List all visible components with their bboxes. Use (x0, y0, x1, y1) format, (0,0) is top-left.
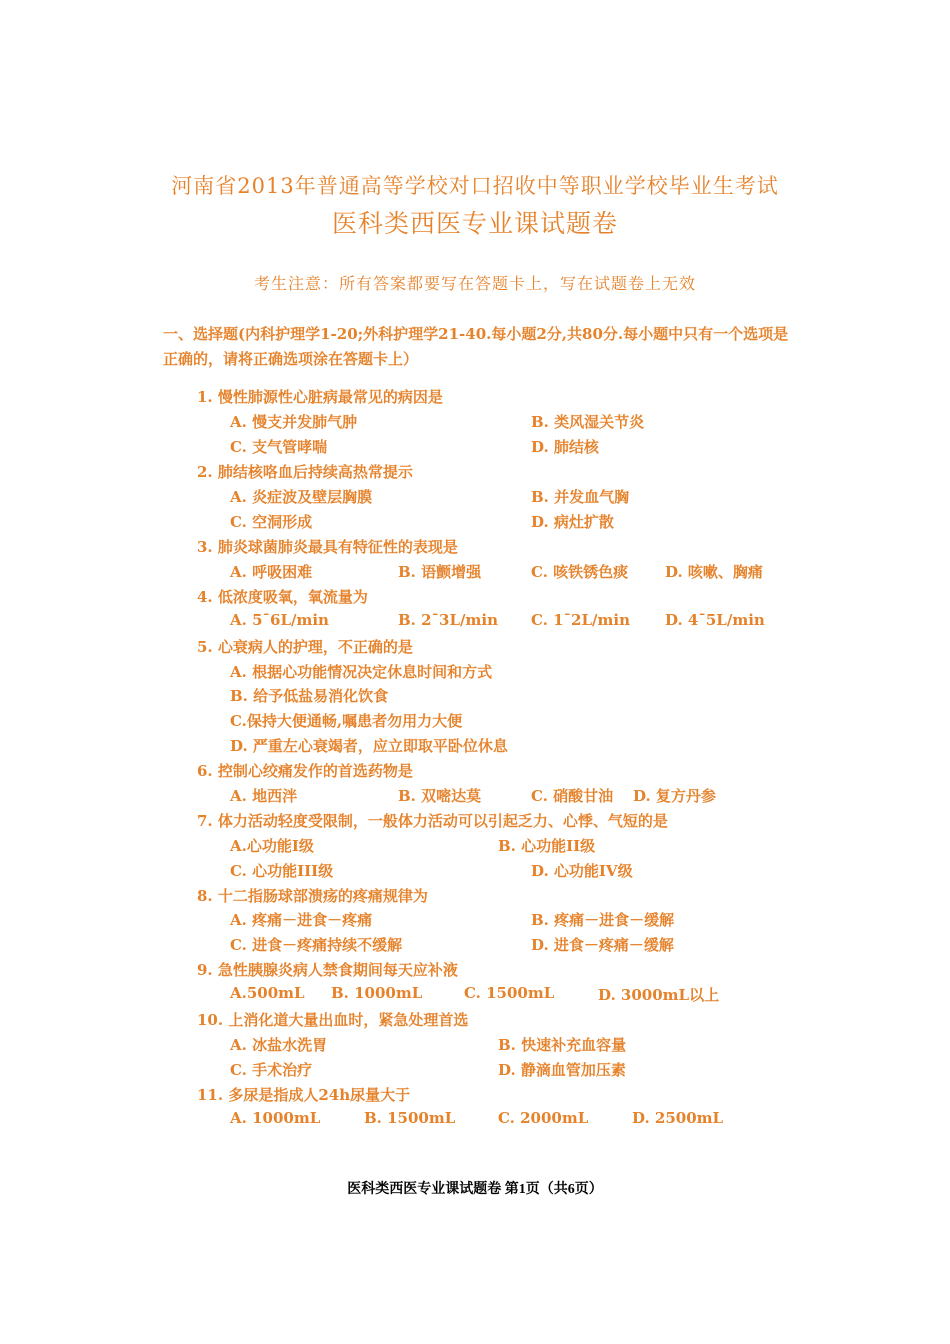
option: A. 呼吸困难 (230, 563, 313, 581)
option: A.500mL (230, 984, 305, 1002)
option: B. 1000mL (331, 984, 423, 1002)
question-stem: 8. 十二指肠球部溃疡的疼痛规律为 (197, 887, 428, 905)
question-stem: 10. 上消化道大量出血时，紧急处理首选 (197, 1011, 469, 1029)
option: D. 进食－疼痛－缓解 (531, 936, 674, 954)
option: D. 肺结核 (531, 438, 599, 456)
option: C. 1¯2L/min (531, 611, 630, 629)
question-stem: 2. 肺结核咯血后持续高热常提示 (197, 463, 413, 481)
option: C. 空洞形成 (230, 513, 313, 531)
exam-title-line1: 河南省2013年普通高等学校对口招收中等职业学校毕业生考试 (171, 174, 779, 198)
option: B. 并发血气胸 (531, 488, 630, 506)
question-stem: 9. 急性胰腺炎病人禁食期间每天应补液 (197, 961, 458, 979)
option: B. 类风湿关节炎 (531, 413, 645, 431)
option: D. 3000mL以上 (598, 986, 720, 1004)
question-stem: 11. 多尿是指成人24h尿量大于 (197, 1086, 411, 1104)
option: C. 2000mL (498, 1109, 589, 1127)
question-stem: 1. 慢性肺源性心脏病最常见的病因是 (197, 388, 443, 406)
option: D. 心功能IV级 (531, 862, 633, 880)
option: C. 咳铁锈色痰 (531, 563, 629, 581)
option: C. 硝酸甘油 (531, 787, 614, 805)
exam-title-line2: 医科类西医专业课试题卷 (331, 209, 618, 238)
page-footer: 医科类西医专业课试题卷 第1页（共6页） (347, 1182, 603, 1197)
option: B. 2¯3L/min (398, 611, 498, 629)
option: D. 严重左心衰竭者，应立即取平卧位休息 (230, 737, 508, 755)
exam-notice: 考生注意：所有答案都要写在答题卡上，写在试题卷上无效 (253, 274, 696, 293)
question-stem: 3. 肺炎球菌肺炎最具有特征性的表现是 (197, 538, 458, 556)
option: B. 语颤增强 (398, 563, 482, 581)
option: A. 5¯6L/min (230, 611, 329, 629)
option: C. 进食－疼痛持续不缓解 (230, 936, 403, 954)
option: C. 1500mL (464, 984, 555, 1002)
option: A. 地西泮 (230, 787, 298, 805)
option: B. 疼痛－进食－缓解 (531, 911, 675, 929)
option: A. 炎症波及壁层胸膜 (230, 488, 373, 506)
option: A. 根据心功能情况决定休息时间和方式 (230, 663, 493, 681)
section-heading: 一、选择题(内科护理学1-20;外科护理学21-40.每小题2分,共80分.每小题中只有一个选项是正确的，请将正确选项涂在答题卡上） (163, 325, 789, 368)
option: D. 咳嗽、胸痛 (665, 563, 763, 581)
option: A.心功能I级 (230, 837, 314, 855)
question-stem: 6. 控制心绞痛发作的首选药物是 (197, 762, 413, 780)
option: C. 支气管哮喘 (230, 438, 328, 456)
option: C. 手术治疗 (230, 1061, 313, 1079)
option: D. 静滴血管加压素 (498, 1061, 626, 1079)
question-stem: 4. 低浓度吸氧，氧流量为 (197, 588, 368, 606)
option: C. 心功能III级 (230, 862, 334, 880)
option: B. 心功能II级 (498, 837, 596, 855)
option: A. 慢支并发肺气肿 (230, 413, 358, 431)
question-stem: 5. 心衰病人的护理，不正确的是 (197, 638, 413, 656)
option: B. 给予低盐易消化饮食 (230, 687, 389, 705)
option: D. 4¯5L/min (665, 611, 765, 629)
option: B. 1500mL (364, 1109, 456, 1127)
option: A. 1000mL (230, 1109, 321, 1127)
option: B. 快速补充血容量 (498, 1036, 627, 1054)
option: A. 疼痛－进食－疼痛 (230, 911, 373, 929)
option: B. 双嘧达莫 (398, 787, 482, 805)
question-stem: 7. 体力活动轻度受限制，一般体力活动可以引起乏力、心悸、气短的是 (197, 812, 668, 830)
option: A. 冰盐水洗胃 (230, 1036, 328, 1054)
option: C.保持大便通畅,嘱患者勿用力大便 (230, 712, 463, 730)
option: D. 2500mL (632, 1109, 724, 1127)
option: D. 复方丹参 (633, 787, 716, 805)
option: D. 病灶扩散 (531, 513, 614, 531)
